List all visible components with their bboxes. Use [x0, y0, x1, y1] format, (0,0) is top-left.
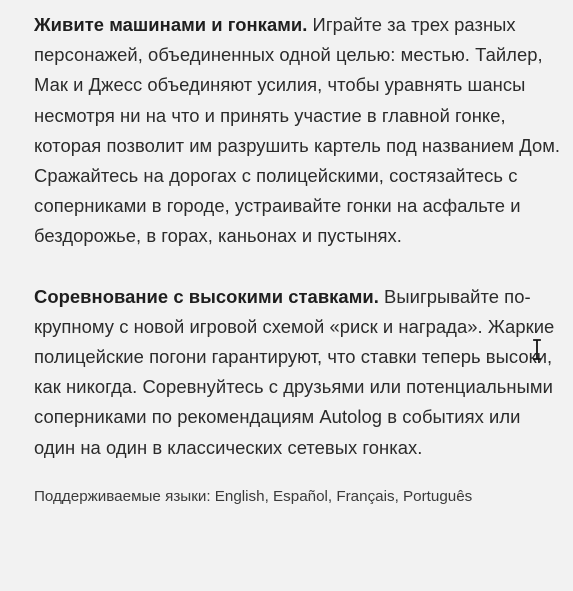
game-description	[34, 10, 564, 508]
feature-heading: Соревнование с высокими ставками.	[34, 285, 379, 307]
feature-text: Выигрывайте по-крупному с новой игровой схемой «риск и награда». Жаркие полицейские погони гарантируют, что ставки теперь высоки, как никогда. Соревнуйтесь с друзьями или потенциальными соперниками по рекомендациям Autolog в событиях или один на один в классических сетевых гонках.	[34, 285, 555, 458]
description-paragraph	[34, 282, 564, 463]
text-cursor-icon	[532, 339, 542, 360]
feature-heading: Живите машинами и гонками.	[34, 14, 308, 35]
supported-languages: Поддерживаемые языки: English, Español, Français, Português	[34, 487, 473, 505]
feature-text: Играйте за трех разных персонажей, объединенных одной целью: местью. Тайлер, Мак и Джесс объединяют усилия, чтобы уравнять шансы несмотря ни на что и принять участие в главной гонке, которая позволит им разрушить картель под названием Дом. Сражайтесь на дорогах с полицейскими, состязайтесь с соперниками в городе, устраивайте гонки на асфальте и бездорожье, в горах, каньонах и пустынях.	[34, 14, 561, 247]
description-paragraph	[34, 10, 564, 252]
